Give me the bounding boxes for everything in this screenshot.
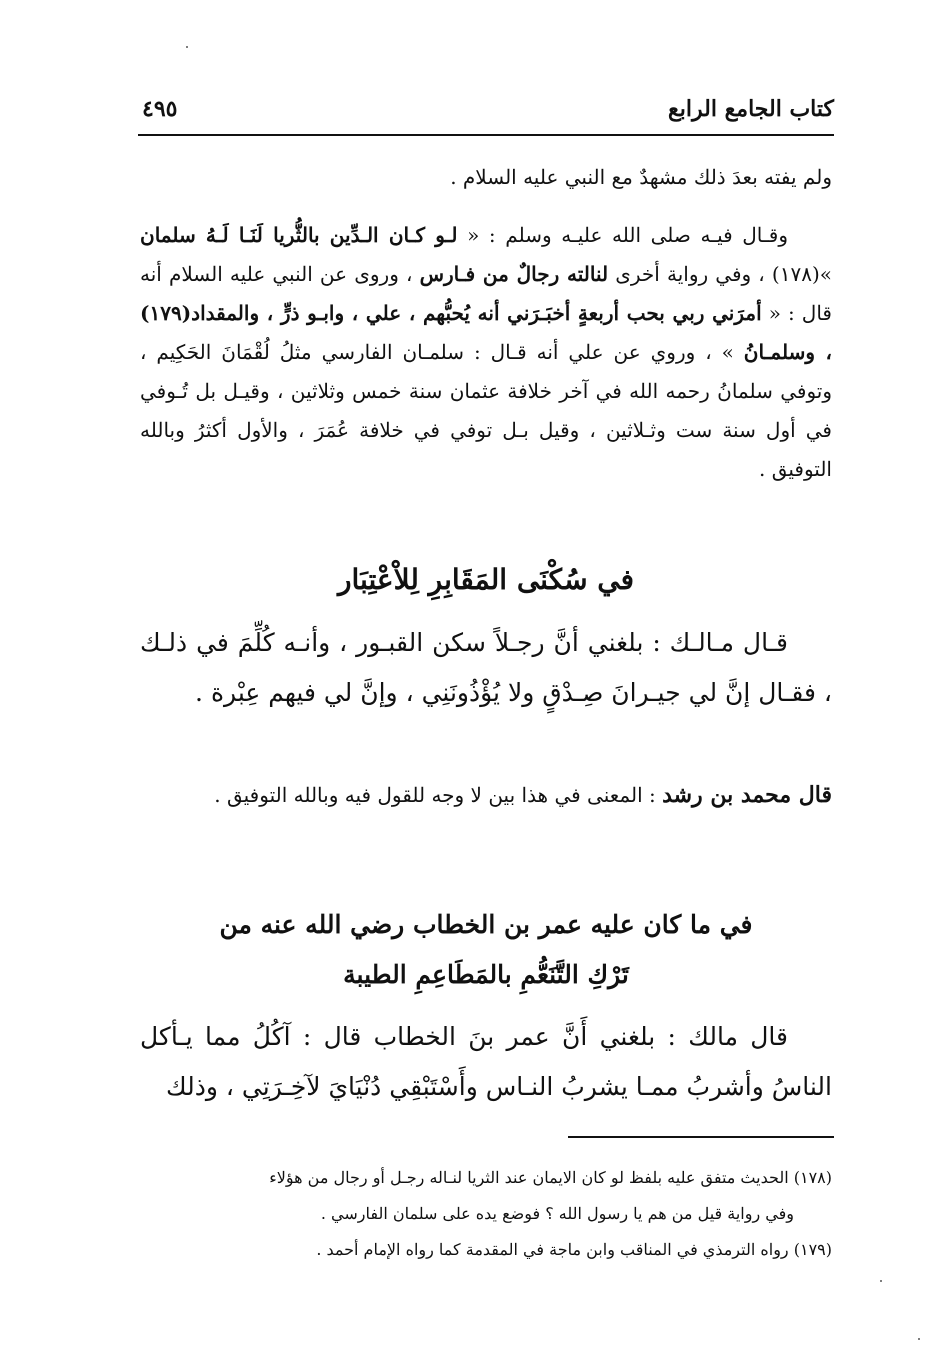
umar-text: قال مالك : بلغني أَنَّ عمر بنَ الخطاب قال : آكُلُ مما يـأكل الناسُ وأشربُ ممـا يشربُ النـاس وأَسْتَبْقِي دُنْيَايَ لآخِـرَتِي ، وذلك (140, 1022, 832, 1101)
section-heading-umar (140, 900, 832, 1000)
salman-text-4: » ، وروي عن علي أنه قـال : سلمـان الفارسي مثلُ لُقْمَانَ الحَكِيم ، وتوفي سلمانُ رحمه الله في آخر خلافة عثمان سنة خمس وثلاثين ، وقيـل بل تُـوفي في أول سنة ست وثـلاثين ، وقيل بـل توفي في خلافة عُمَرَ ، والأول أكثرُ وبالله التوفيق . (140, 340, 832, 481)
footnotes (140, 1160, 832, 1268)
salman-text-2: »(١٧٨) ، وفي رواية أخرى (608, 262, 832, 286)
section-heading-graves: في سُكْنَى المَقَابِرِ لِلاْعْتِبَار (337, 563, 634, 596)
commentary-speaker: قال محمد بن رشد (662, 782, 832, 808)
page-header (138, 88, 834, 136)
salman-paragraph (140, 216, 832, 489)
scan-speck (880, 1280, 882, 1282)
umar-paragraph (140, 1012, 832, 1112)
graves-text: قـال مـالـك : بلغني أنَّ رجـلاً سكن القبـور ، وأنـه كُلِّمَ في ذلـك ، فقـال إنَّ لي جيـرانَ صِـدْقٍ ولا يُؤْذُونَنِي ، وإنَّ لي فيهم عِبْرة . (140, 628, 832, 707)
commentary-text: : المعنى في هذا بين لا وجه للقول فيه وبالله التوفيق . (214, 783, 663, 807)
commentary-paragraph (140, 776, 832, 815)
salman-text-3: ، وروى عن النبي عليه السلام أنه قال : « (140, 262, 832, 325)
graves-paragraph (140, 618, 832, 718)
running-title: كتاب الجامع الرابع (668, 96, 834, 122)
page-number: ٤٩٥ (142, 96, 178, 122)
footnote-178-continued: وفي رواية قيل من هم يا رسول الله ؟ فوضع يده على سلمان الفارسي . (320, 1204, 794, 1223)
scan-speck (918, 1338, 920, 1340)
footnote-separator (568, 1136, 834, 1138)
hadith-1: لـو كـان الـدِّين بالثُّريا لَنَـا لَـهُ سلمان (140, 223, 458, 247)
footnote-178: (١٧٨) الحديث متفق عليه بلفظ لو كان الايمان عند الثريا لنـاله رجـل أو رجال من هؤلاء (269, 1168, 832, 1187)
hadith-2: لنالته رجالٌ من فـارس (419, 262, 609, 286)
intro-text: ولم يفته بعدَ ذلك مشهدٌ مع النبي عليه السلام . (450, 165, 832, 189)
footnote-179: (١٧٩) رواه الترمذي في المناقب وابن ماجة في المقدمة كما رواه الإمام أحمد . (316, 1240, 832, 1259)
section-heading-umar-line2: تَرْكِ التَّنَعُّمِ بالمَطَاعِمِ الطيبة (343, 960, 629, 989)
hadith-3: أمرَني ربي بحب أربعةٍ أخبَـرَني أنه يُحبُّهم ، علي ، وابـو ذرٍّ ، والمقداد(١٧٩) ، وسلمـانُ (140, 301, 832, 364)
section-heading-umar-line1: في ما كان عليه عمر بن الخطاب رضي الله عنه من (219, 910, 753, 939)
scan-speck (186, 46, 188, 48)
intro-line (140, 158, 832, 197)
salman-text-1: وقـال فيـه صلى الله عليـه وسلم : « (457, 223, 788, 247)
